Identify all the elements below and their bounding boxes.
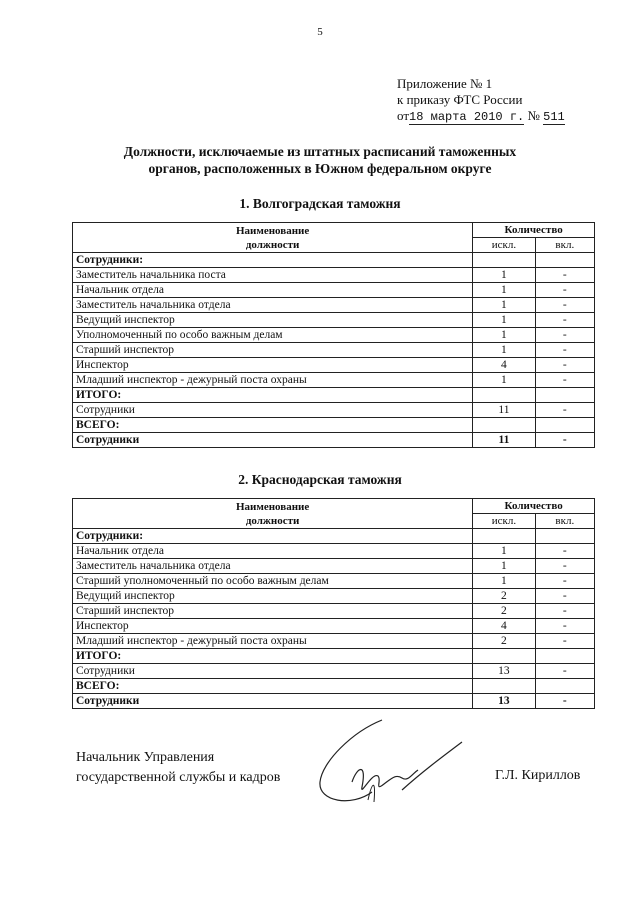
total-row: Сотрудники 11 - bbox=[73, 433, 595, 448]
position-name: Старший инспектор bbox=[73, 604, 473, 619]
total-label-row: ВСЕГО: bbox=[73, 679, 595, 694]
signatory-position bbox=[76, 748, 280, 788]
included-count: - bbox=[535, 559, 594, 574]
table-row bbox=[73, 544, 595, 559]
position-line-1: Начальник Управления bbox=[76, 750, 215, 765]
excluded-count: 1 bbox=[473, 373, 535, 388]
table-row bbox=[73, 619, 595, 634]
table-row bbox=[73, 283, 595, 298]
table-row bbox=[73, 268, 595, 283]
excluded-count: 2 bbox=[473, 589, 535, 604]
header-included: вкл. bbox=[535, 514, 594, 529]
subtotal-label-row: ИТОГО: bbox=[73, 649, 595, 664]
subtotal-label-row: ИТОГО: bbox=[73, 388, 595, 403]
total-row: Сотрудники 13 - bbox=[73, 694, 595, 709]
table-row bbox=[73, 328, 595, 343]
position-name: Инспектор bbox=[73, 619, 473, 634]
included-count: - bbox=[535, 574, 594, 589]
excluded-count: 1 bbox=[473, 343, 535, 358]
date-prefix: от bbox=[397, 108, 410, 123]
header-included: вкл. bbox=[535, 238, 594, 253]
position-name: Старший инспектор bbox=[73, 343, 473, 358]
position-line-2: государственной службы и кадров bbox=[76, 770, 281, 785]
subtotal-row: Сотрудники 13 - bbox=[73, 664, 595, 679]
included-count: - bbox=[535, 328, 594, 343]
excluded-count: 4 bbox=[473, 358, 535, 373]
included-count: - bbox=[535, 589, 594, 604]
excluded-count: 2 bbox=[473, 634, 535, 649]
header-quantity: Количество bbox=[473, 499, 595, 514]
staff-table bbox=[72, 498, 595, 709]
table-row bbox=[73, 313, 595, 328]
position-name: Уполномоченный по особо важным делам bbox=[73, 328, 473, 343]
total-label-row: ВСЕГО: bbox=[73, 418, 595, 433]
included-count: - bbox=[535, 283, 594, 298]
position-name: Заместитель начальника поста bbox=[73, 268, 473, 283]
section-title: 2. Краснодарская таможня bbox=[238, 472, 402, 487]
title-line-2: органов, расположенных в Южном федеральном округе bbox=[148, 161, 492, 176]
excluded-count: 2 bbox=[473, 604, 535, 619]
group-row: Сотрудники: bbox=[73, 529, 595, 544]
appendix-block bbox=[397, 76, 565, 125]
staff-table bbox=[72, 222, 595, 448]
position-name: Инспектор bbox=[73, 358, 473, 373]
section-title: 1. Волгоградская таможня bbox=[239, 196, 401, 211]
subtotal-row: Сотрудники 11 - bbox=[73, 403, 595, 418]
included-count: - bbox=[535, 313, 594, 328]
position-name: Младший инспектор - дежурный поста охраны bbox=[73, 373, 473, 388]
included-count: - bbox=[535, 619, 594, 634]
excluded-count: 1 bbox=[473, 298, 535, 313]
included-count: - bbox=[535, 343, 594, 358]
excluded-count: 1 bbox=[473, 559, 535, 574]
table-row bbox=[73, 559, 595, 574]
included-count: - bbox=[535, 298, 594, 313]
position-name: Ведущий инспектор bbox=[73, 589, 473, 604]
order-date: 18 марта 2010 г. bbox=[409, 110, 525, 124]
excluded-count: 1 bbox=[473, 283, 535, 298]
appendix-line-1: Приложение № 1 bbox=[397, 76, 493, 91]
included-count: - bbox=[535, 373, 594, 388]
table-row bbox=[73, 604, 595, 619]
excluded-count: 1 bbox=[473, 313, 535, 328]
included-count: - bbox=[535, 544, 594, 559]
excluded-count: 1 bbox=[473, 544, 535, 559]
header-excluded: искл. bbox=[473, 238, 535, 253]
group-row: Сотрудники: bbox=[73, 253, 595, 268]
table-row bbox=[73, 634, 595, 649]
position-name: Начальник отдела bbox=[73, 544, 473, 559]
position-name: Заместитель начальника отдела bbox=[73, 298, 473, 313]
section-rows bbox=[73, 544, 595, 649]
excluded-count: 1 bbox=[473, 574, 535, 589]
header-name: Наименование должности bbox=[73, 223, 473, 253]
header-quantity: Количество bbox=[473, 223, 595, 238]
position-name: Начальник отдела bbox=[73, 283, 473, 298]
page-number: 5 bbox=[317, 26, 323, 38]
included-count: - bbox=[535, 268, 594, 283]
table-row bbox=[73, 298, 595, 313]
section-rows bbox=[73, 268, 595, 388]
excluded-count: 1 bbox=[473, 328, 535, 343]
table-row bbox=[73, 574, 595, 589]
position-name: Старший уполномоченный по особо важным делам bbox=[73, 574, 473, 589]
header-name: Наименование должности bbox=[73, 499, 473, 529]
position-name: Ведущий инспектор bbox=[73, 313, 473, 328]
appendix-date-line bbox=[397, 108, 565, 125]
included-count: - bbox=[535, 634, 594, 649]
included-count: - bbox=[535, 358, 594, 373]
header-excluded: искл. bbox=[473, 514, 535, 529]
handwritten-signature bbox=[312, 712, 472, 812]
position-name: Младший инспектор - дежурный поста охраны bbox=[73, 634, 473, 649]
title-line-1: Должности, исключаемые из штатных расписаний таможенных bbox=[123, 144, 517, 159]
order-number: 511 bbox=[543, 110, 565, 124]
table-row bbox=[73, 373, 595, 388]
table-row bbox=[73, 343, 595, 358]
signatory-name: Г.Л. Кириллов bbox=[495, 768, 581, 783]
position-name: Заместитель начальника отдела bbox=[73, 559, 473, 574]
table-row bbox=[73, 589, 595, 604]
excluded-count: 4 bbox=[473, 619, 535, 634]
table-row bbox=[73, 358, 595, 373]
number-prefix: № bbox=[527, 108, 540, 123]
included-count: - bbox=[535, 604, 594, 619]
appendix-line-2: к приказу ФТС России bbox=[397, 92, 523, 107]
excluded-count: 1 bbox=[473, 268, 535, 283]
document-title bbox=[0, 143, 640, 177]
